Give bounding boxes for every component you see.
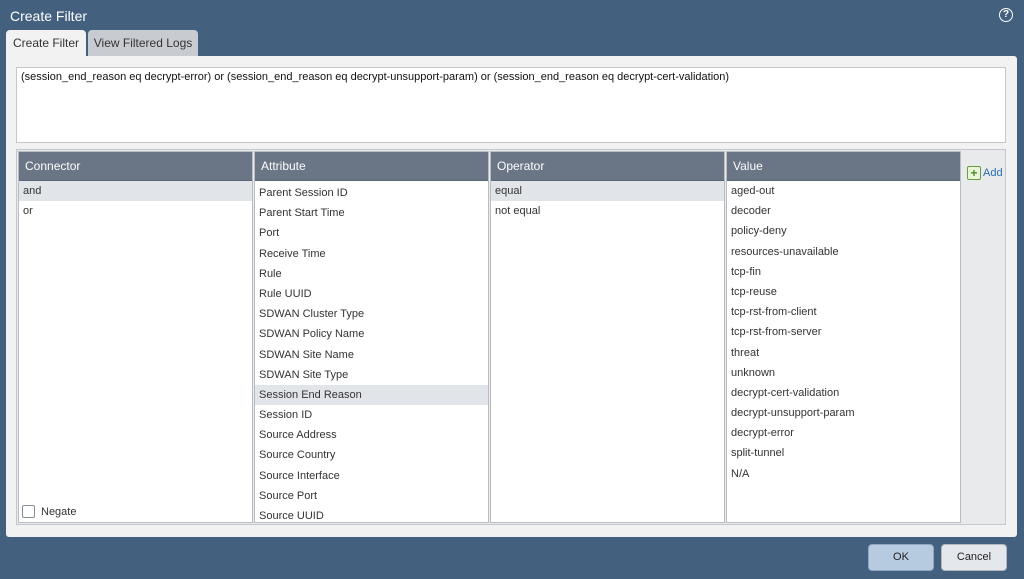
attribute-list-item[interactable]: Source Port — [259, 489, 318, 502]
attribute-list-item[interactable]: Parent Start Time — [259, 207, 345, 220]
cancel-button[interactable]: Cancel — [941, 544, 1007, 571]
value-list-item[interactable]: tcp-rst-from-server — [731, 326, 822, 339]
value-list-item[interactable]: tcp-reuse — [731, 285, 777, 298]
attribute-list-item[interactable]: SDWAN Cluster Type — [259, 308, 365, 321]
attribute-list-item[interactable]: Source UUID — [259, 510, 324, 522]
add-label: Add — [983, 167, 1003, 179]
value-list-item[interactable]: decrypt-unsupport-param — [731, 407, 855, 420]
plus-icon: + — [967, 166, 981, 180]
dialog-title: Create Filter — [10, 8, 88, 24]
tab-create-filter[interactable]: Create Filter — [6, 30, 86, 57]
value-list-item[interactable]: tcp-fin — [731, 265, 761, 278]
value-list-item[interactable]: resources-unavailable — [731, 245, 839, 258]
operator-list-item[interactable]: not equal — [495, 205, 541, 218]
attribute-header: Attribute — [255, 152, 488, 181]
attribute-list-item[interactable]: SDWAN Policy Name — [259, 328, 365, 341]
operator-list-item[interactable]: equal — [491, 181, 724, 201]
value-header: Value — [727, 152, 960, 181]
attribute-list-item[interactable]: Source Country — [259, 449, 336, 462]
value-column — [726, 151, 961, 523]
attribute-list-item[interactable]: SDWAN Site Name — [259, 348, 354, 361]
add-button[interactable] — [967, 166, 1003, 180]
value-list-item[interactable]: policy-deny — [731, 225, 787, 238]
connector-list — [19, 181, 252, 221]
filter-expression-field[interactable]: (session_end_reason eq decrypt-error) or (session_end_reason eq decrypt-unsupport-param) or (session_end_reason eq decrypt-cert-validation) — [16, 67, 1006, 143]
connector-header: Connector — [19, 152, 252, 181]
value-list — [727, 181, 960, 484]
value-list-item[interactable]: tcp-rst-from-client — [731, 306, 817, 319]
connector-list-item[interactable]: and — [19, 181, 252, 201]
attribute-column — [254, 151, 489, 523]
negate-checkbox[interactable] — [22, 505, 35, 518]
attribute-list-item[interactable]: SDWAN Site Type — [259, 368, 349, 381]
ok-button[interactable]: OK — [868, 544, 934, 571]
value-list-item[interactable]: N/A — [731, 467, 750, 480]
help-icon[interactable]: ? — [999, 8, 1013, 22]
connector-list-item[interactable]: or — [23, 205, 33, 218]
value-list-item[interactable]: split-tunnel — [731, 447, 785, 460]
attribute-list-item[interactable]: Receive Time — [259, 247, 326, 260]
operator-column — [490, 151, 725, 523]
negate-option[interactable] — [22, 505, 76, 518]
negate-label: Negate — [41, 505, 77, 518]
attribute-list-item[interactable]: Source Interface — [259, 469, 340, 482]
dialog-titlebar — [0, 0, 1024, 30]
value-list-item[interactable]: threat — [731, 346, 760, 359]
operator-list — [491, 181, 724, 221]
attribute-list-item[interactable]: Rule UUID — [259, 287, 312, 300]
attribute-list-item[interactable]: Source Address — [259, 429, 337, 442]
connector-column — [18, 151, 253, 523]
tab-view-filtered-logs[interactable]: View Filtered Logs — [88, 30, 198, 57]
value-list-item[interactable]: decrypt-error — [731, 427, 794, 440]
attribute-list-item[interactable]: Port — [259, 227, 280, 240]
value-list-item[interactable]: unknown — [731, 366, 776, 379]
attribute-list-item[interactable]: Session ID — [259, 409, 313, 422]
value-list-item[interactable]: decrypt-cert-validation — [731, 386, 840, 399]
attribute-list — [255, 183, 488, 526]
value-list-item[interactable]: decoder — [731, 205, 771, 218]
value-list-item[interactable]: aged-out — [731, 185, 775, 197]
attribute-list-item[interactable]: Parent Session ID — [259, 187, 348, 199]
attribute-list-item[interactable]: Rule — [259, 267, 282, 280]
attribute-list-item[interactable]: Session End Reason — [255, 385, 488, 405]
operator-header: Operator — [491, 152, 724, 181]
